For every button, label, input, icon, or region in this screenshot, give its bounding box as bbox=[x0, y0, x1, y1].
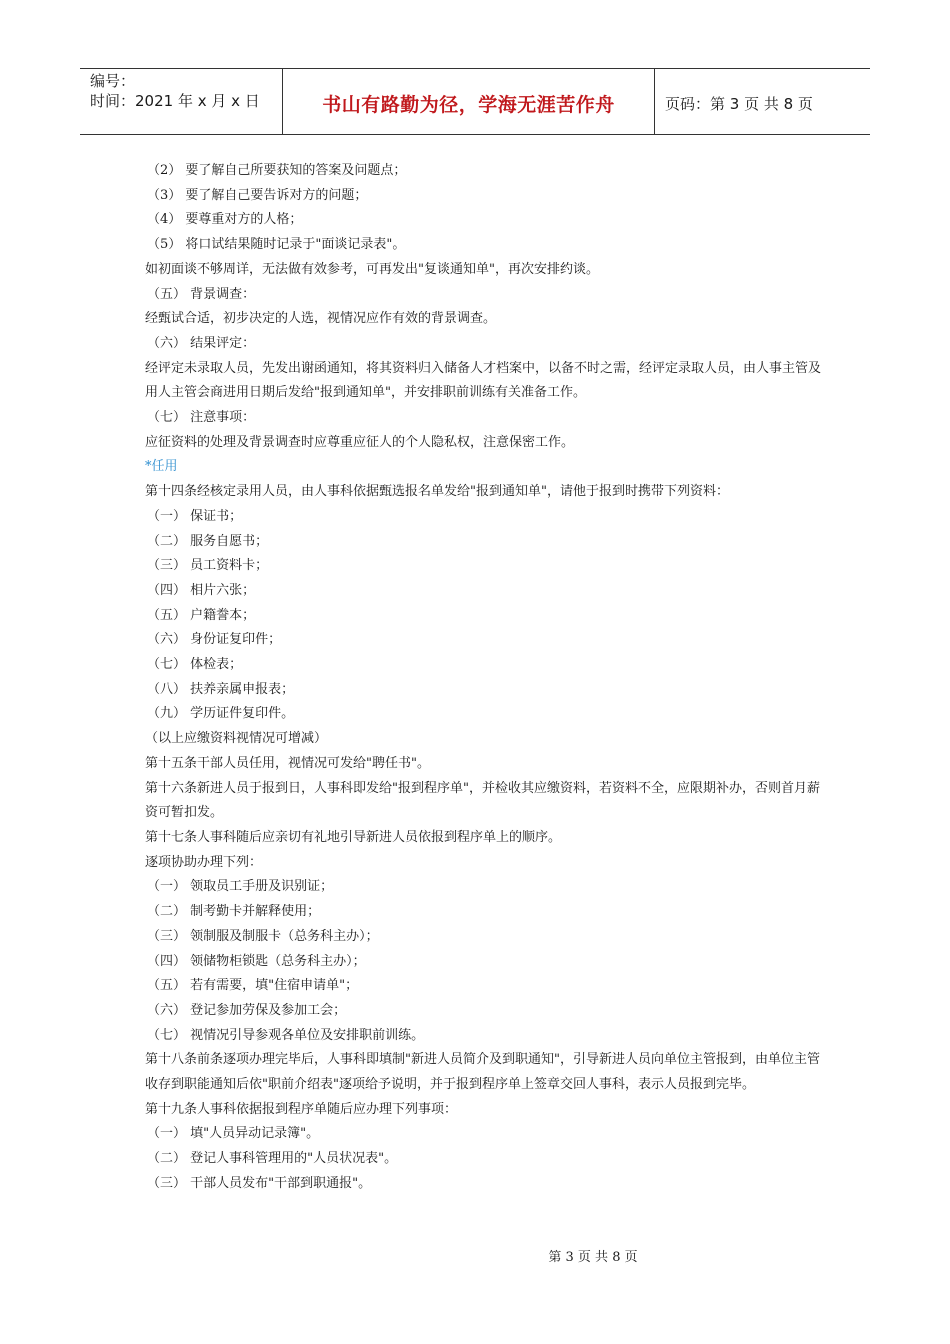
document-line: （二） 制考勤卡并解释使用； bbox=[147, 904, 321, 920]
document-line: （五） 背景调查： bbox=[147, 286, 256, 302]
header-page-number: 页码：第 3 页 共 8 页 bbox=[665, 95, 813, 113]
document-line: （六） 身份证复印件； bbox=[147, 632, 282, 648]
document-line: （七） 注意事项： bbox=[147, 410, 256, 426]
document-line: （三） 领制服及制服卡（总务科主办）； bbox=[147, 928, 379, 944]
header-meta bbox=[80, 69, 283, 134]
document-line: （三） 干部人员发布"干部到职通报"。 bbox=[147, 1175, 372, 1191]
document-time-label: 时间：2021 年 x 月 x 日 bbox=[90, 92, 260, 110]
document-line: （一） 保证书； bbox=[147, 508, 243, 524]
document-line: 第十四条经核定录用人员，由人事科依据甄选报名单发给"报到通知单"，请他于报到时携带下列资料： bbox=[145, 484, 729, 500]
header-page-cell bbox=[655, 69, 870, 134]
document-line: （二） 登记人事科管理用的"人员状况表"。 bbox=[147, 1151, 398, 1167]
document-line: （2） 要了解自己所要获知的答案及问题点； bbox=[147, 163, 407, 178]
document-body bbox=[145, 159, 825, 1197]
page-header bbox=[80, 68, 870, 135]
document-line: 第十八条前条逐项办理完毕后，人事科即填制"新进人员简介及到职通知"，引导新进人员向单位主管报到，由单位主管收存到职能通知后依"职前介绍表"逐项给予说明，并于报到程序单上签章交回人事科，表示人员报到完毕。 bbox=[145, 1052, 820, 1093]
document-line: （九） 学历证件复印件。 bbox=[147, 706, 295, 722]
document-line: 逐项协助办理下列： bbox=[145, 854, 263, 870]
document-line: （七） 体检表； bbox=[147, 657, 243, 673]
document-line: 第十九条人事科依据报到程序单随后应办理下列事项： bbox=[145, 1101, 458, 1117]
document-number-label: 编号： bbox=[90, 72, 136, 90]
document-line: （4） 要尊重对方的人格； bbox=[147, 212, 303, 228]
document-line: （七） 视情况引导参观各单位及安排职前训练。 bbox=[147, 1027, 425, 1043]
document-line: （四） 相片六张； bbox=[147, 582, 256, 598]
document-line: 如初面谈不够周详，无法做有效参考，可再发出"复谈通知单"，再次安排约谈。 bbox=[145, 261, 599, 277]
document-line: （二） 服务自愿书； bbox=[147, 533, 269, 549]
document-line: 第十五条干部人员任用，视情况可发给"聘任书"。 bbox=[145, 755, 430, 771]
footer-page-number: 第 3 页 共 8 页 bbox=[548, 1250, 638, 1265]
document-line: （三） 员工资料卡； bbox=[147, 558, 269, 574]
document-line: （一） 填"人员异动记录簿"。 bbox=[147, 1126, 320, 1142]
document-line: （以上应缴资料视情况可增减） bbox=[145, 731, 328, 747]
document-line: 第十六条新进人员于报到日，人事科即发给"报到程序单"，并检收其应缴资料，若资料不全，应限期补办，否则首月薪资可暂扣发。 bbox=[145, 780, 820, 821]
section-heading-link[interactable]: *任用 bbox=[145, 459, 178, 475]
header-motto-cell bbox=[283, 69, 655, 134]
document-line: 经甄试合适，初步决定的人选，视情况应作有效的背景调查。 bbox=[145, 311, 497, 327]
document-line: （五） 若有需要，填"住宿申请单"； bbox=[147, 978, 359, 994]
header-motto: 书山有路勤为径，学海无涯苦作舟 bbox=[322, 94, 615, 116]
document-line: （六） 登记参加劳保及参加工会； bbox=[147, 1002, 347, 1018]
document-line: （六） 结果评定： bbox=[147, 335, 256, 351]
page-footer bbox=[0, 1246, 950, 1265]
document-line: 第十七条人事科随后应亲切有礼地引导新进人员依报到程序单上的顺序。 bbox=[145, 829, 562, 845]
document-line: 经评定未录取人员，先发出谢函通知，将其资料归入储备人才档案中，以备不时之需，经评定录取人员，由人事主管及用人主管会商进用日期后发给"报到通知单"，并安排职前训练有关准备工作。 bbox=[145, 360, 822, 401]
document-line: （一） 领取员工手册及识别证； bbox=[147, 879, 334, 895]
document-line: （5） 将口试结果随时记录于"面谈记录表"。 bbox=[147, 237, 406, 253]
document-line: （八） 扶养亲属申报表； bbox=[147, 681, 295, 697]
document-line: （3） 要了解自己要告诉对方的问题； bbox=[147, 187, 368, 203]
document-line: （四） 领储物柜锁匙（总务科主办）； bbox=[147, 953, 366, 969]
document-line: （五） 户籍誊本； bbox=[147, 607, 256, 623]
document-line: 应征资料的处理及背景调查时应尊重应征人的个人隐私权，注意保密工作。 bbox=[145, 434, 575, 450]
